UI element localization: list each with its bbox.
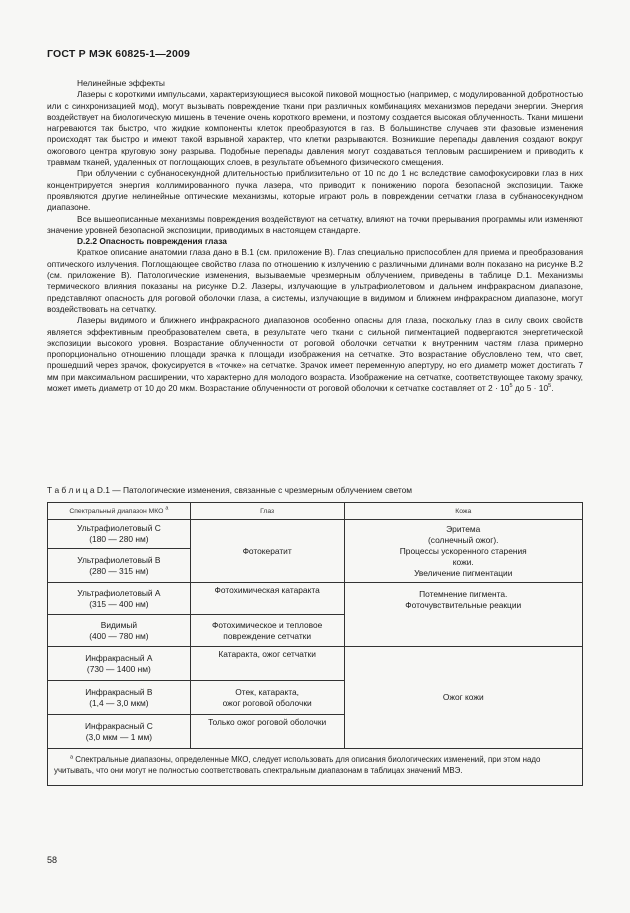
range-cell: Инфракрасный А (730 — 1400 нм)	[48, 647, 191, 681]
section-heading: D.2.2 Опасность повреждения глаза	[77, 236, 227, 247]
footnote-text: Спектральные диапазоны, определенные МКО, следует использовать для описания биологических изменений, при этом надо учитывать, что они могут не полностью соответствовать спектральным диапазонам в таблицах значений МВЭ.	[54, 755, 541, 775]
range-cell: Ультрафиолетовый С (180 — 280 нм)	[48, 520, 191, 549]
skin-cell: Эритема (солнечный ожог). Процессы ускоренного старения кожи. Увеличение пигментации	[344, 520, 583, 583]
paragraph: Все вышеописанные механизмы повреждения воздействуют на сетчатку, влияют на точки прерывания программы или изменяют значение уровней безопасной экспозиции, приводимых в настоящем стандарте.	[47, 213, 583, 235]
document-header: ГОСТ Р МЭК 60825-1—2009	[47, 48, 191, 60]
paragraph: Краткое описание анатомии глаза дано в В.1 (см. приложение В). Глаз специально приспособлен для приема и преобразования оптического излучения. Поглощающее свойство глаза по отношению к излучению с различными длинами волн показано на рисунке В.2 (см. приложение В). Патологические изменения, вызываемые чрезмерным облучением, приведены в таблице D.1. Механизмы термического влияния показаны на рисунке D.2. Лазеры, излучающие в ультрафиолетовом и дальнем инфракрасном диапазоне, представляют опасность для роговой оболочки глаза, а системы, излучающие в видимом и ближнем инфракрасном диапазоне, могут воздействовать на сетчатку.	[47, 247, 583, 314]
pathology-table	[47, 502, 583, 786]
range-cell: Видимый (400 — 780 нм)	[48, 615, 191, 647]
range-cell: Инфракрасный С (3,0 мкм — 1 мм)	[48, 715, 191, 749]
table-footnote	[48, 749, 583, 786]
footnote-mark: а	[70, 754, 74, 761]
paragraph: Лазеры с короткими импульсами, характеризующиеся высокой пиковой мощностью (например, с модулированной добротностью или с синхронизацией мод), могут вызывать повреждение ткани при различных комбинациях механизмов передачи энергии. Энергия воздействует на биологическую мишень в течение очень короткого времени, и поэтому создается высокая облученность. Ткани мишени нагреваются так быстро, что жидкие компоненты клеток преобразуются в газ. В большинстве случаев эти фазовые изменения происходят так быстро и имеют такой взрывной характер, что клетки разрываются. Возникшие перепады давления создают вокруг ожогового центра круговую зону разрыва. Подобные перепады давления могут создаваться тепловым расширением и приводить к травмам тканей, удаленных от поглощающих слоев, в результате объемного физического смещения.	[47, 89, 583, 168]
table-row	[48, 583, 583, 615]
footnote-row	[48, 749, 583, 786]
range-cell: Ультрафиолетовый В (280 — 315 нм)	[48, 549, 191, 583]
subheading-nonlinear: Нелинейные эффекты	[77, 78, 165, 88]
exponent: 5	[548, 383, 552, 390]
range-cell: Инфракрасный В (1,4 — 3,0 мкм)	[48, 681, 191, 715]
exponent: 5	[509, 383, 513, 390]
eye-cell: Фотохимическое и тепловое повреждение сетчатки	[190, 615, 344, 647]
table-row	[48, 520, 583, 549]
paragraph	[47, 315, 583, 394]
table-header-row	[48, 503, 583, 520]
range-cell: Ультрафиолетовый А (315 — 400 нм)	[48, 583, 191, 615]
eye-cell: Катаракта, ожог сетчатки	[190, 647, 344, 681]
paragraph-text: Лазеры видимого и ближнего инфракрасного диапазонов особенно опасны для глаза, поскольку глаз в силу своих свойств является эффективным преобразователем света, в результате чего ткани с сильной пигментацией подвергаются энергетической экспозиции высокого уровня. Возрастание облученности от роговой оболочки сетчатки к внутренним частям глаза примерно пропорционально отношению площади зрачка к площади изображения на сетчатке. Это возрастание обусловлено тем, что свет, прошедший через зрачок, фокусируется в «точке» на сетчатке. Зрачок имеет переменную апертуру, но его диаметр может достигать 7 мм при максимальном расширении, что характерно для молодого возраста. Изображение на сетчатке, соответствующее такому зрачку, может иметь диаметр от 10 до 20 мкм. Возрастание облученности от роговой оболочки к сетчатке составляет от 2 · 10	[47, 315, 583, 394]
column-header-eye: Глаз	[190, 503, 344, 520]
eye-cell: Только ожог роговой оболочки	[190, 715, 344, 749]
skin-cell: Потемнение пигмента. Фоточувствительные реакции	[344, 583, 583, 647]
page-number: 58	[47, 855, 58, 865]
eye-cell: Отек, катаракта, ожог роговой оболочки	[190, 681, 344, 715]
paragraph: При облучении с субнаносекундной длительностью приблизительно от 10 пс до 1 нс вследствие самофокусировки глаз в них концентрируется энергия коллимированного пучка лазера, что приводит к понижению порога безопасной экспозиции. Также проявляются другие нелинейные оптические механизмы, которые играют роль в повреждении сетчатки глаза в субнаносекундном диапазоне.	[47, 168, 583, 213]
paragraph-text: до 5 · 10	[512, 383, 549, 394]
table-row	[48, 647, 583, 681]
paragraph-text: .	[551, 383, 554, 394]
skin-cell: Ожог кожи	[344, 647, 583, 749]
column-header-range: Спектральный диапазон МКО $^а$	[48, 503, 191, 520]
column-header-skin: Кожа	[344, 503, 583, 520]
eye-cell: Фотокератит	[190, 520, 344, 583]
table-caption: Т а б л и ц а D.1 — Патологические изменения, связанные с чрезмерным облучением светом	[47, 485, 413, 495]
document-body	[47, 78, 583, 394]
eye-cell: Фотохимическая катаракта	[190, 583, 344, 615]
